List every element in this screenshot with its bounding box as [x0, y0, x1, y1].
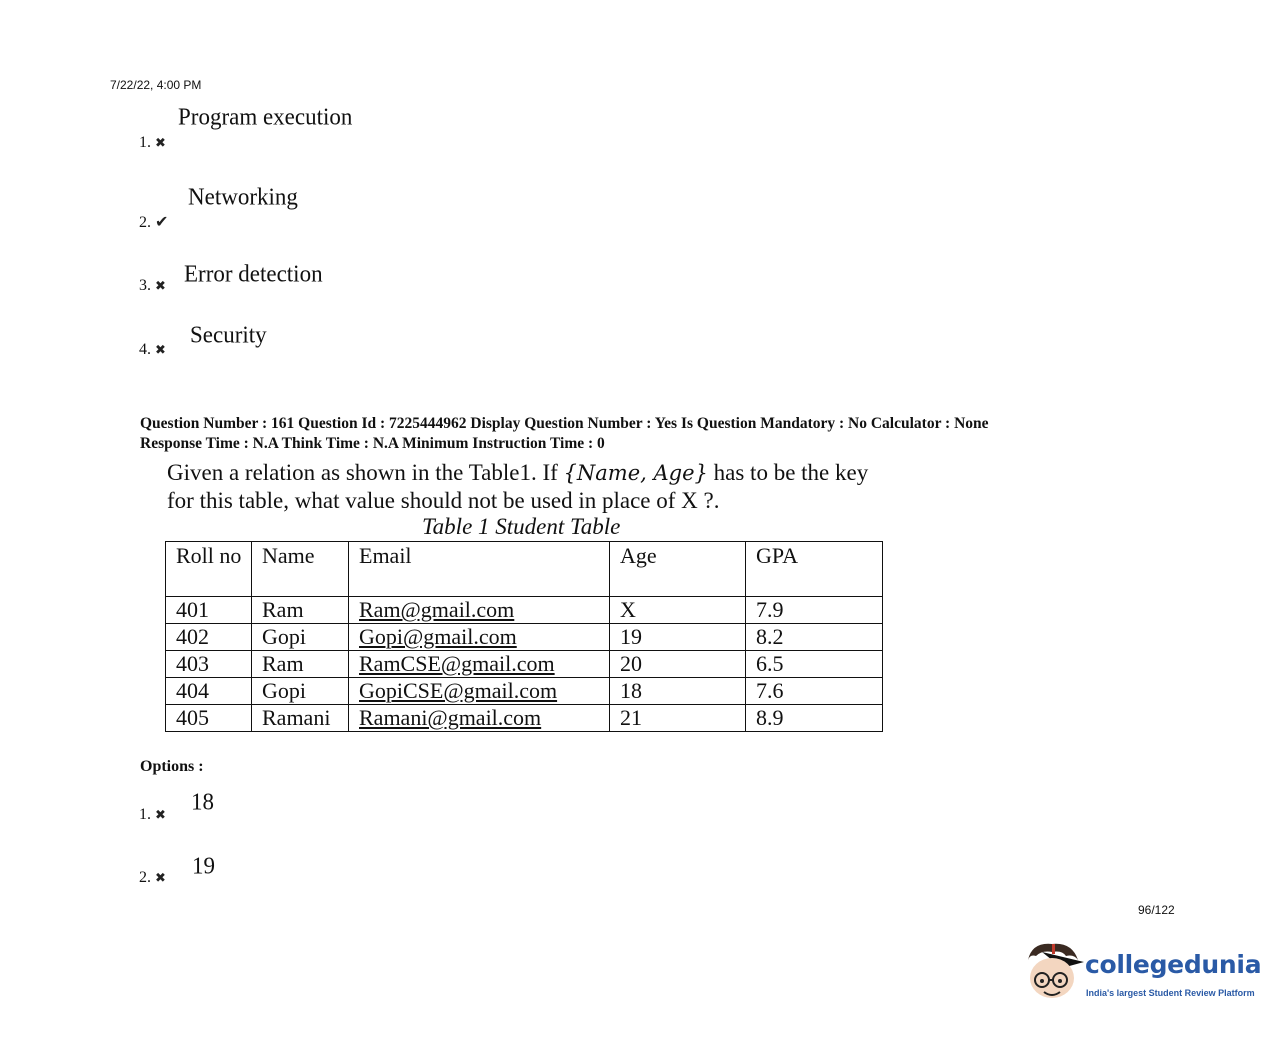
logo-wordmark: collegedunia [1085, 950, 1262, 979]
question-line2: for this table, what value should not be used in place of X ?. [167, 488, 720, 513]
cell-gpa: 8.9 [746, 705, 883, 732]
table-row [166, 651, 883, 678]
cell-gpa: 7.9 [746, 597, 883, 624]
cell-gpa: 8.2 [746, 624, 883, 651]
question-text [167, 459, 868, 514]
option-2-text: Networking [188, 183, 298, 210]
question-meta [140, 414, 1140, 454]
question-part2: has to be the key [707, 460, 869, 485]
cell-email-link[interactable]: Gopi@gmail.com [349, 624, 610, 651]
header-roll-no: Roll no [166, 542, 252, 597]
cell-gpa: 6.5 [746, 651, 883, 678]
cell-email-link[interactable]: GopiCSE@gmail.com [349, 678, 610, 705]
print-date: 7/22/22, 4:00 PM [110, 78, 202, 92]
table-row [166, 678, 883, 705]
header-gpa: GPA [746, 542, 883, 597]
cell-roll: 402 [166, 624, 252, 651]
cell-email-link[interactable]: RamCSE@gmail.com [349, 651, 610, 678]
option-1-marker [139, 134, 166, 152]
option-number: 2. [139, 869, 151, 886]
cell-age: 18 [610, 678, 746, 705]
cross-icon: ✖ [155, 871, 166, 886]
option-1-text: Program execution [178, 103, 353, 130]
options-label: Options : [140, 758, 204, 775]
header-email: Email [349, 542, 610, 597]
option-number: 1. [139, 806, 151, 823]
table-row [166, 597, 883, 624]
answer-option-1-text: 18 [191, 788, 214, 815]
cell-age: 19 [610, 624, 746, 651]
option-4-text: Security [190, 321, 267, 348]
table-header-row [166, 542, 883, 597]
cell-name: Gopi [252, 678, 349, 705]
option-3-text: Error detection [184, 260, 323, 287]
answer-option-1-marker [139, 806, 166, 824]
option-4-marker [139, 341, 166, 359]
collegedunia-mascot-logo [1022, 938, 1084, 1010]
option-number: 2. [139, 214, 151, 231]
answer-option-2-text: 19 [192, 852, 215, 879]
cell-gpa: 7.6 [746, 678, 883, 705]
option-number: 1. [139, 134, 151, 151]
cell-roll: 401 [166, 597, 252, 624]
cell-age: 20 [610, 651, 746, 678]
option-2-marker [139, 212, 168, 232]
page-number: 96/122 [1138, 903, 1175, 917]
question-meta-line2: Response Time : N.A Think Time : N.A Minimum Instruction Time : 0 [140, 435, 605, 452]
table-caption: Table 1 Student Table [422, 514, 621, 539]
header-age: Age [610, 542, 746, 597]
table-row [166, 705, 883, 732]
cell-roll: 405 [166, 705, 252, 732]
cell-age: 21 [610, 705, 746, 732]
cell-roll: 403 [166, 651, 252, 678]
option-3-marker [139, 277, 166, 295]
question-meta-line1: Question Number : 161 Question Id : 7225444962 Display Question Number : Yes Is Question Mandatory : No Calculator : None [140, 415, 989, 432]
header-name: Name [252, 542, 349, 597]
cross-icon: ✖ [155, 808, 166, 823]
cell-name: Ram [252, 597, 349, 624]
cell-name: Gopi [252, 624, 349, 651]
student-table [165, 541, 883, 732]
cross-icon: ✖ [155, 136, 166, 151]
cross-icon: ✖ [155, 343, 166, 358]
cross-icon: ✖ [155, 279, 166, 294]
option-number: 4. [139, 341, 151, 358]
cell-email-link[interactable]: Ram@gmail.com [349, 597, 610, 624]
cell-roll: 404 [166, 678, 252, 705]
question-part1: Given a relation as shown in the Table1. If [167, 460, 564, 485]
logo-tagline: India's largest Student Review Platform [1086, 988, 1255, 998]
check-icon: ✔ [155, 212, 169, 231]
table-row [166, 624, 883, 651]
cell-name: Ram [252, 651, 349, 678]
cell-name: Ramani [252, 705, 349, 732]
answer-option-2-marker [139, 869, 166, 887]
question-math: {Name, Age} [563, 461, 708, 485]
cell-age: X [610, 597, 746, 624]
cell-email-link[interactable]: Ramani@gmail.com [349, 705, 610, 732]
option-number: 3. [139, 277, 151, 294]
